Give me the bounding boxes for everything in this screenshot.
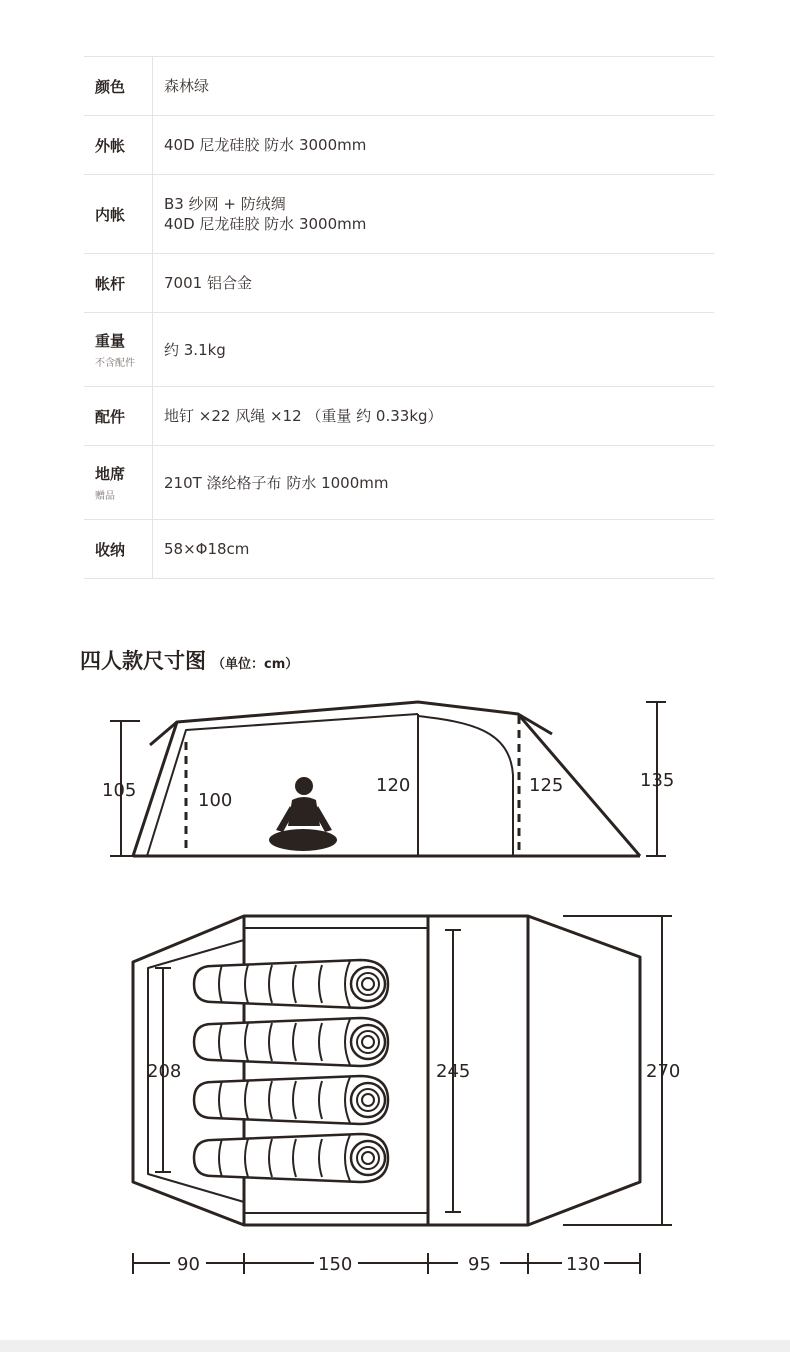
spec-value: 7001 铝合金	[164, 274, 252, 292]
spec-value: 58×Φ18cm	[164, 540, 250, 558]
footer-bar	[0, 1340, 790, 1352]
sleeping-bag-icon	[194, 1076, 388, 1124]
sleeping-bags	[194, 960, 388, 1182]
dim-label-125: 125	[529, 775, 564, 796]
spec-value: 40D 尼龙硅胶 防水 3000mm	[164, 136, 367, 154]
spec-label: 地席	[95, 465, 126, 483]
spec-label: 外帐	[95, 136, 126, 155]
dim-label-130: 130	[566, 1254, 601, 1275]
spec-value: 约 3.1kg	[164, 340, 226, 359]
spec-value: B3 纱网 + 防绒绸	[164, 195, 286, 213]
dim-label-270: 270	[646, 1061, 681, 1082]
spec-label: 帐杆	[95, 274, 126, 293]
person-silhouette-icon	[269, 777, 337, 851]
diagram-unit: （单位：cm）	[212, 657, 299, 672]
spec-value: 210T 涤纶格子布 防水 1000mm	[164, 473, 389, 492]
vestibule-curve	[418, 716, 513, 856]
dim-label-105: 105	[102, 780, 137, 801]
dim-label-208: 208	[147, 1061, 182, 1082]
dim-label-95: 95	[468, 1254, 491, 1275]
dim-label-100: 100	[198, 790, 233, 811]
sleeping-bag-icon	[194, 960, 388, 1008]
tent-footprint-outline	[133, 916, 640, 1225]
dim-label-135: 135	[640, 770, 675, 791]
spec-sublabel: 不含配件	[95, 358, 135, 369]
spec-label: 重量	[95, 332, 126, 350]
spec-value: 森林绿	[164, 77, 210, 95]
spec-value: 40D 尼龙硅胶 防水 3000mm	[164, 215, 367, 233]
sleeping-bag-icon	[194, 1134, 388, 1182]
spec-sublabel: 赠品	[95, 491, 115, 502]
spec-label: 内帐	[95, 205, 126, 224]
dim-label-90: 90	[177, 1254, 200, 1275]
spec-value: 地钉 ×22 风绳 ×12 （重量 约 0.33kg）	[164, 407, 443, 425]
sleeping-bag-icon	[194, 1018, 388, 1066]
dim-label-120: 120	[376, 775, 411, 796]
rear-eave	[518, 714, 552, 734]
diagram-title: 四人款尺寸图	[80, 649, 206, 673]
dim-label-150: 150	[318, 1254, 353, 1275]
spec-label: 配件	[95, 407, 126, 426]
spec-label: 收纳	[95, 540, 126, 559]
dim-label-245: 245	[436, 1061, 471, 1082]
spec-label: 颜色	[95, 77, 126, 96]
